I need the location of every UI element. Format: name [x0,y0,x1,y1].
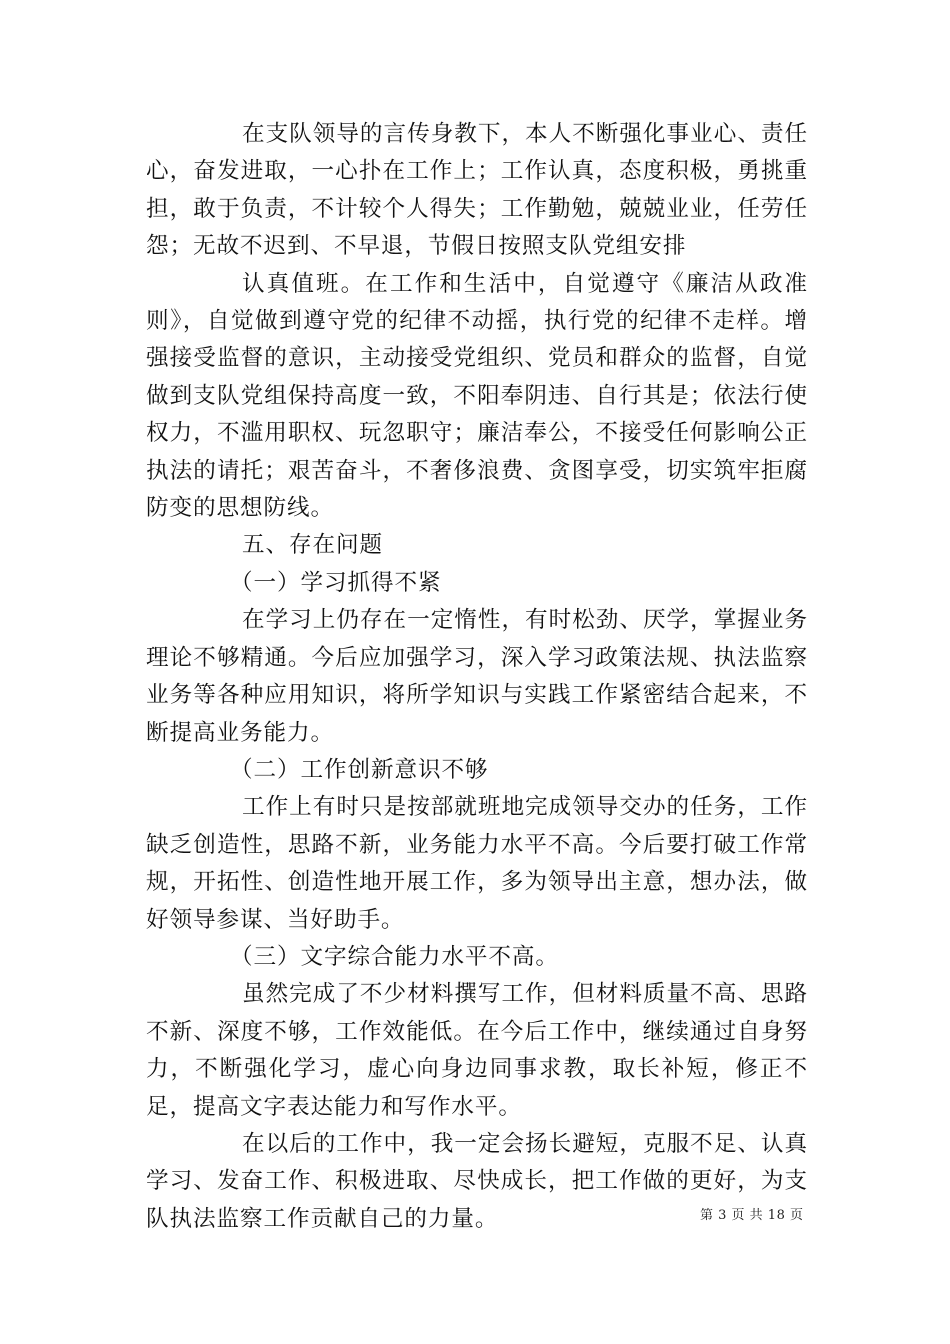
subsection-body-2: 工作上有时只是按部就班地完成领导交办的任务，工作缺乏创造性，思路不新，业务能力水平不高。今后要打破工作常规，开拓性、创造性地开展工作，多为领导出主意，想办法，做好领导参谋、当好助手。 [146,794,808,933]
closing-paragraph: 在以后的工作中，我一定会扬长避短，克服不足、认真学习、发奋工作、积极进取、尽快成长，把工作做的更好，为支队执法监察工作贡献自己的力量。 [146,1130,808,1232]
paragraph-2: 认真值班。在工作和生活中，自觉遵守《廉洁从政准则》，自觉做到遵守党的纪律不动摇，执行党的纪律不走样。增强接受监督的意识，主动接受党组织、党员和群众的监督，自觉做到支队党组保持高度一致，不阳奉阴违、自行其是；依法行使权力，不滥用职权、玩忽职守；廉洁奉公，不接受任何影响公正执法的请托；艰苦奋斗，不奢侈浪费、贪图享受，切实筑牢拒腐防变的思想防线。 [146,270,808,522]
document-body [146,116,808,1238]
subsection-body-1: 在学习上仍存在一定惰性，有时松劲、厌学，掌握业务理论不够精通。今后应加强学习，深入学习政策法规、执法监察业务等各种应用知识，将所学知识与实践工作紧密结合起来，不断提高业务能力。 [146,607,808,746]
subsection-heading-1: （一）学习抓得不紧 [230,569,442,596]
paragraph-1: 在支队领导的言传身教下，本人不断强化事业心、责任心，奋发进取，一心扑在工作上；工作认真，态度积极，勇挑重担，敢于负责，不计较个人得失；工作勤勉，兢兢业业，任劳任怨；无故不迟到、不早退，节假日按照支队党组安排 [146,121,808,260]
subsection-heading-3: （三）文字综合能力水平不高。 [230,943,559,970]
subsection-body-3: 虽然完成了不少材料撰写工作，但材料质量不高、思路不新、深度不够，工作效能低。在今后工作中，继续通过自身努力，不断强化学习，虚心向身边同事求教，取长补短，修正不足，提高文字表达能力和写作水平。 [146,981,808,1120]
subsection-heading-2: （二）工作创新意识不够 [230,756,489,783]
page-number: 第 3 页 共 18 页 [700,1208,804,1223]
section-heading-problems: 五、存在问题 [242,532,383,559]
